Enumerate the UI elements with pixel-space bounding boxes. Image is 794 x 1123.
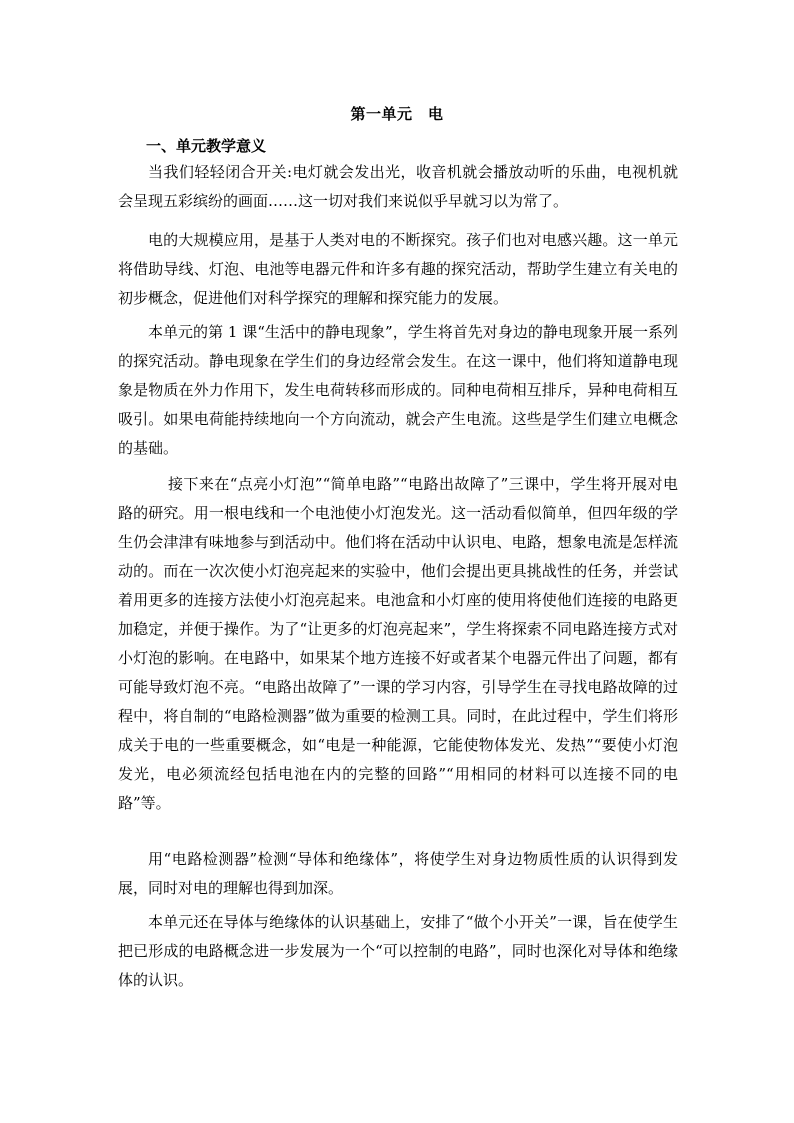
paragraph-1: 当我们轻轻闭合开关:电灯就会发出光，收音机就会播放动听的乐曲，电视机就会呈现五彩缤纷的画面……这一切对我们来说似乎早就习以为常了。 [118,163,678,210]
section-heading: 一、单元教学意义 [146,137,267,155]
paragraph-5: 用“电路检测器”检测“导体和绝缘体”，将使学生对身边物质性质的认识得到发展，同时对电的理解也得到加深。 [118,850,678,897]
unit-title: 第一单元 电 [350,105,444,123]
paragraph-2: 电的大规模应用，是基于人类对电的不断探究。孩子们也对电感兴趣。这一单元将借助导线、灯泡、电池等电器元件和许多有趣的探究活动，帮助学生建立有关电的初步概念，促进他们对科学探究的理解和探究能力的发展。 [118,231,678,307]
paragraph-6: 本单元还在导体与绝缘体的认识基础上，安排了“做个小开关”一课，旨在使学生把已形成的电路概念进一步发展为一个“可以控制的电路”，同时也深化对导体和绝缘体的认识。 [118,913,678,989]
paragraph-3: 本单元的第 1 课“生活中的静电现象”，学生将首先对身边的静电现象开展一系列的探究活动。静电现象在学生们的身边经常会发生。在这一课中，他们将知道静电现象是物质在外力作用下，发生电荷转移而形成的。同种电荷相互排斥，异种电荷相互吸引。如果电荷能持续地向一个方向流动，就会产生电流。这些是学生们建立电概念的基础。 [118,323,678,457]
paragraph-4: 接下来在“点亮小灯泡”“简单电路”“电路出故障了”三课中，学生将开展对电路的研究。用一根电线和一个电池使小灯泡发光。这一活动看似简单，但四年级的学生仍会津津有味地参与到活动中。他们将在活动中认识电、电路，想象电流是怎样流动的。而在一次次使小灯泡亮起来的实验中，他们会提出更具挑战性的任务，并尝试着用更多的连接方法使小灯泡亮起来。电池盒和小灯座的使用将使他们连接的电路更加稳定，并便于操作。为了“让更多的灯泡亮起来”，学生将探索不同电路连接方式对小灯泡的影响。在电路中，如果某个地方连接不好或者某个电器元件出了问题，都有可能导致灯泡不亮。“电路出故障了”一课的学习内容，引导学生在寻找电路故障的过程中，将自制的“电路检测器”做为重要的检测工具。同时，在此过程中，学生们将形成关于电的一些重要概念，如“电是一种能源，它能使物体发光、发热”“要使小灯泡发光，电必须流经包括电池在内的完整的回路”“用相同的材料可以连接不同的电路”等。 [118,475,678,812]
